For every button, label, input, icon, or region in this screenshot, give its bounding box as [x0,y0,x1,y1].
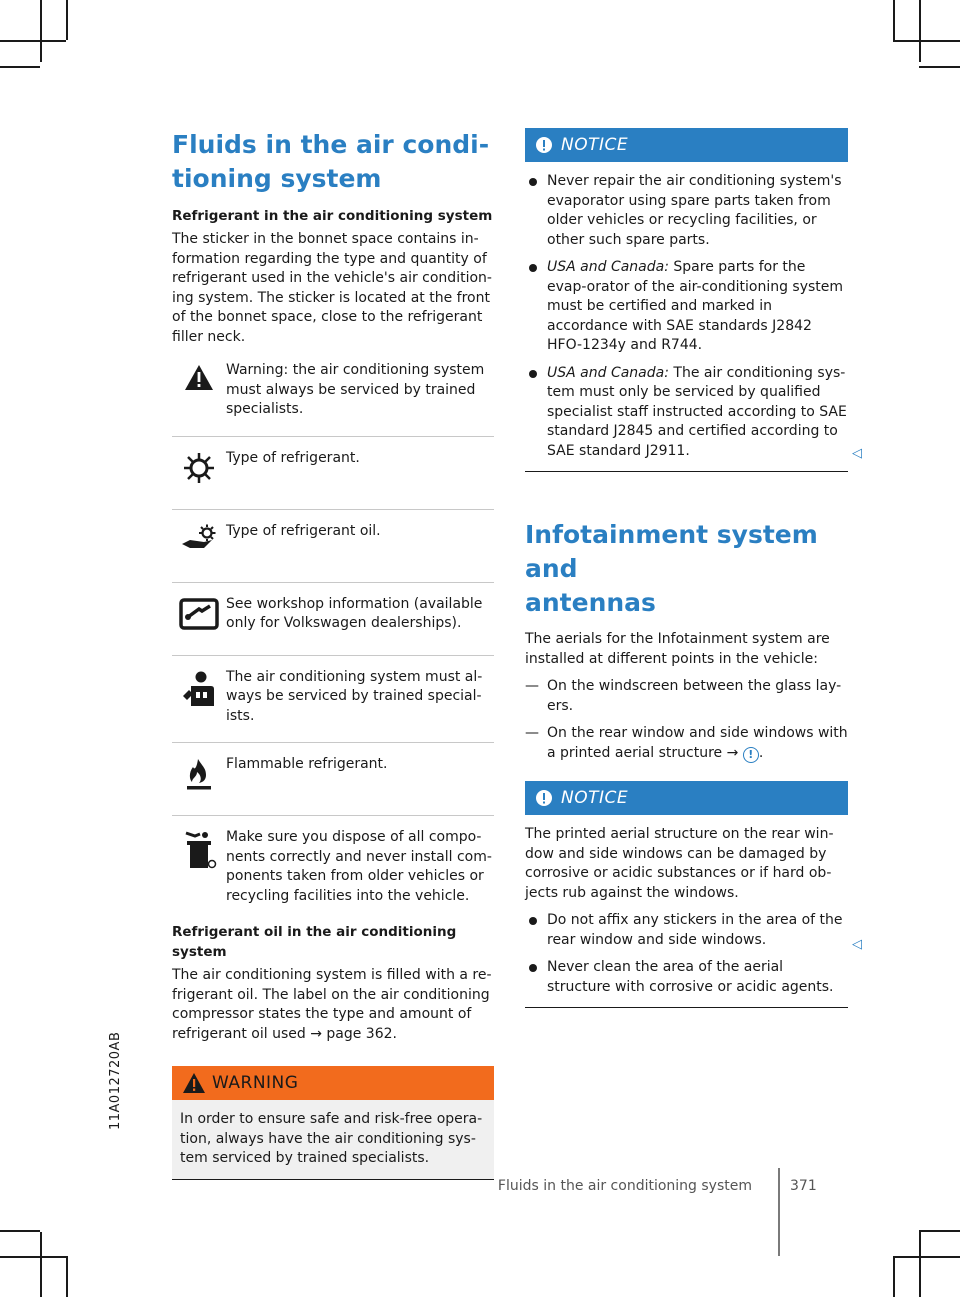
crop-mark [893,1256,895,1297]
left-column [172,128,494,1180]
warning-box [172,1066,494,1180]
crop-mark [40,0,42,62]
crop-mark [919,1232,921,1297]
notice-bullet-list [525,172,848,461]
crop-mark [893,1256,960,1258]
crop-mark [0,66,40,68]
notice-box-body [525,162,848,472]
warning-box-header [172,1066,494,1100]
refrigerant-heading: Refrigerant in the air conditioning system [172,208,493,224]
list-item: — On the rear window and side windows with a printed aerial structure → ! . [525,724,848,763]
crop-mark [919,0,921,62]
list-item-prefix: USA and Canada: [547,364,669,381]
refrigerant-paragraph: The sticker in the bonnet space contains in-formation regarding the type and quantity of refrigerant used in the vehicle's air condition-ing system. The sticker is located at the front of the bonnet space, close to the refrigerant filler neck. [172,231,492,345]
list-item-text: On the rear window and side windows with a printed aerial structure [547,725,848,761]
section-title: Infotainment system and antennas [525,520,818,617]
sticker-symbol-row [172,668,494,744]
document-code: 11A012720AB [108,1031,123,1130]
oil-paragraph-text: The air conditioning system is filled with a re-frigerant oil. The label on the air conditioning compressor states the type and amount of refrigerant oil used [172,967,492,1042]
footer-divider [778,1168,780,1256]
list-item-text: On the windscreen between the glass lay-ers. [547,678,842,714]
crop-mark [893,40,960,42]
flame-icon [172,755,226,799]
crop-mark [66,0,68,40]
warning-triangle-icon [182,1072,206,1094]
crop-mark [0,1256,66,1258]
notice-box-header [525,781,848,815]
antenna-location-list [525,677,848,763]
list-item-text: The air conditioning sys-tem must only be serviced by qualified specialist staff instructed according to SAE standard J2845 and certified according to SAE standard J2911. [547,364,847,459]
page-number: 371 [790,1178,817,1194]
sticker-symbol-row [172,755,494,816]
exclamation-circle-icon [535,136,553,154]
section-title: Fluids in the air condi- tioning system [172,130,490,193]
crop-mark [0,40,66,42]
notice-box [525,781,848,1008]
list-item [525,677,848,716]
notice-text: The printed aerial structure on the rear win-dow and side windows can be damaged by corrosive or acidic substances or if hard ob-jects rub against the windows. [525,826,834,901]
sticker-symbol-row [172,449,494,510]
notice-box [525,128,848,472]
list-item [525,958,848,997]
end-of-section-icon: ◁ [852,446,862,461]
infotainment-paragraph: The aerials for the Infotainment system are installed at different points in the vehicle: [525,631,830,667]
recycle-bin-icon [172,828,226,872]
notice-box-header [525,128,848,162]
exclamation-circle-icon [535,789,553,807]
sticker-symbol-row [172,828,494,912]
oil-heading: Refrigerant oil in the air conditioning system [172,924,457,960]
crop-mark [893,0,895,40]
crop-mark [919,1230,960,1232]
list-item [525,172,848,250]
crop-mark [0,1230,40,1232]
crop-mark [919,66,960,68]
notice-label: NOTICE [561,135,629,155]
list-item [525,258,848,356]
crop-mark [40,1232,42,1297]
sticker-symbol-row [172,361,494,437]
sticker-symbol-row [172,595,494,656]
list-item-text: Spare parts for the evap-orator of the air-conditioning system must be certified and marked in accordance with SAE standards J2842 HFO-1234y and R744. [547,259,844,353]
oil-paragraph [172,966,494,1044]
sticker-symbol-text: Make sure you dispose of all compo-nents correctly and never install com-ponents taken from older vehicles or recycling facilities into the vehicle. [226,829,492,904]
arrow-right-icon: → [726,744,743,761]
list-item [525,911,848,950]
sticker-symbol-text: Type of refrigerant. [226,449,360,466]
list-item-text: Do not affix any stickers in the area of the rear window and side windows. [547,912,843,948]
sticker-symbol-text: Warning: the air conditioning system must always be serviced by trained specialists. [226,362,485,417]
notice-box-body [525,815,848,1008]
snowflake-icon [172,449,226,493]
arrow-right-icon: → [310,1025,327,1042]
workshop-manual-icon [172,595,226,639]
warning-triangle-icon [172,361,226,405]
list-item-text: Never repair the air conditioning system's evaporator using spare parts taken from older vehicles or recycling facilities, or other such spare parts. [547,173,842,248]
right-column [525,128,848,1008]
crop-mark [66,1256,68,1297]
sticker-symbol-text: See workshop information (available only for Volkswagen dealerships). [226,595,483,631]
sticker-symbol-list [172,361,494,912]
warning-label: WARNING [212,1073,299,1093]
list-item-text: Never clean the area of the aerial structure with corrosive or acidic agents. [547,959,834,995]
end-of-section-icon: ◁ [852,937,862,952]
footer-title: Fluids in the air conditioning system [497,1178,752,1194]
sticker-symbol-row [172,522,494,583]
sticker-symbol-text: The air conditioning system must al-ways be serviced by trained special-ists. [226,668,483,724]
mechanic-icon [172,668,226,712]
notice-reference-icon[interactable]: ! [743,747,759,763]
warning-box-body [172,1100,494,1180]
sticker-symbol-text: Flammable refrigerant. [226,756,388,772]
page-reference-link[interactable]: page 362. [326,1025,397,1042]
warning-text: In order to ensure safe and risk-free opera-tion, always have the air conditioning sys-tem serviced by trained specialists. [180,1111,483,1166]
notice-label: NOTICE [561,788,629,808]
oil-can-icon [172,522,226,566]
sticker-symbol-text: Type of refrigerant oil. [226,522,381,539]
notice-bullet-list [525,911,848,997]
list-item [525,364,848,462]
list-item-prefix: USA and Canada: [547,259,669,275]
